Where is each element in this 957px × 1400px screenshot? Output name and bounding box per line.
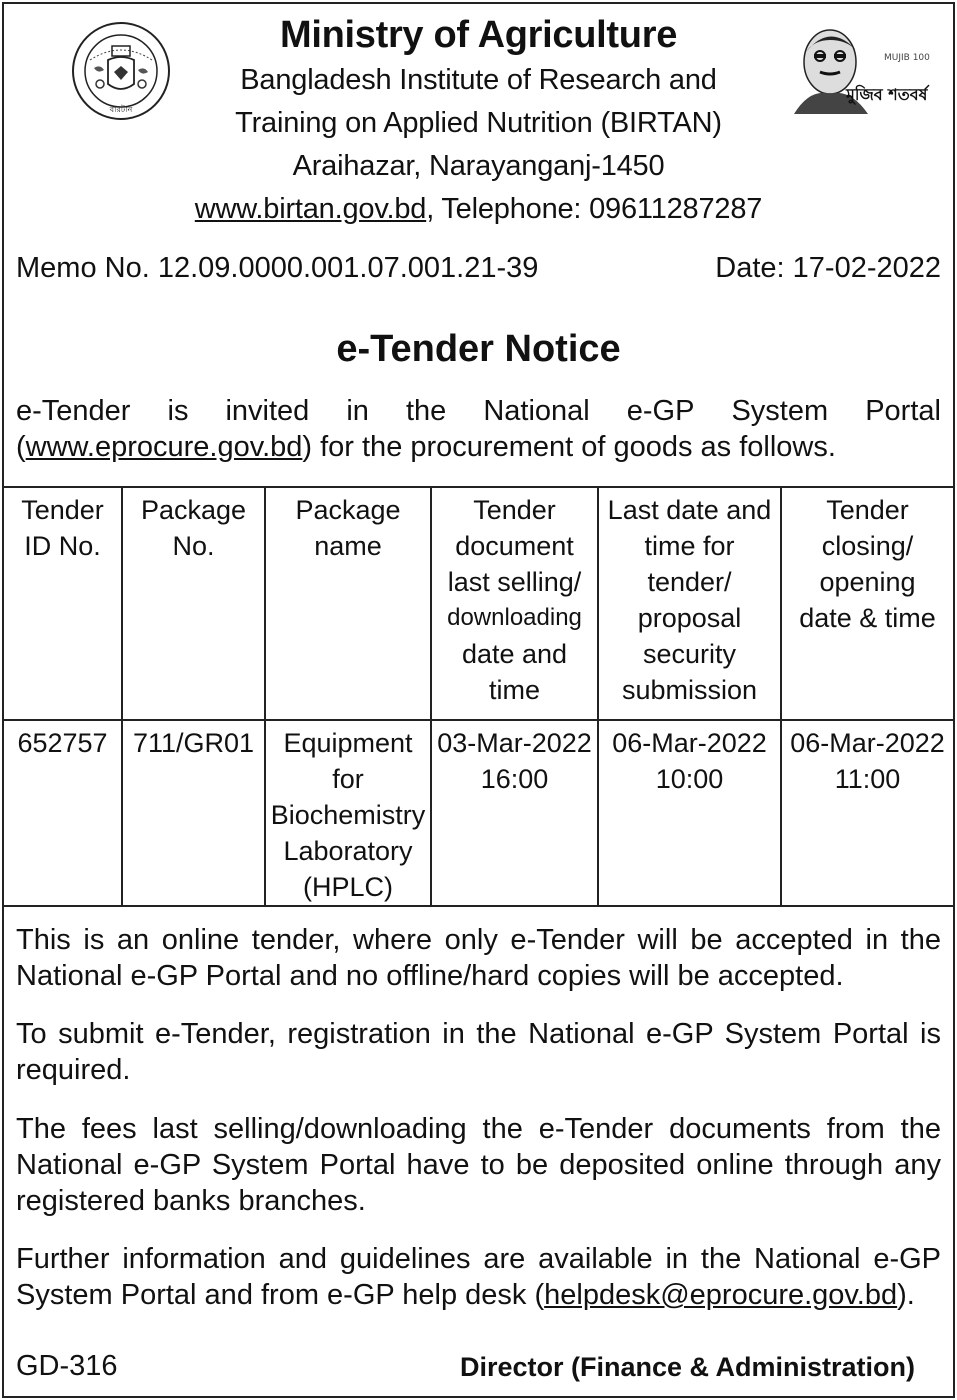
intro-word: Portal bbox=[865, 395, 941, 427]
header-text: ID No. bbox=[24, 531, 101, 561]
header-text: opening bbox=[819, 567, 916, 597]
header-closing-opening bbox=[781, 487, 953, 720]
cell-closing-date bbox=[781, 720, 953, 906]
header-security-submission bbox=[598, 487, 781, 720]
open-paren: ( bbox=[16, 431, 26, 463]
signatory: Director (Finance & Administration) bbox=[459, 1352, 915, 1382]
intro-word: e-Tender bbox=[16, 395, 131, 427]
header-text: Last date and bbox=[607, 495, 772, 525]
table-row bbox=[4, 720, 953, 906]
website-link[interactable]: www.birtan.gov.bd bbox=[194, 193, 427, 225]
cell-tender-id: 652757 bbox=[4, 720, 122, 906]
seal-label: বারটান bbox=[109, 105, 133, 114]
letterhead bbox=[0, 0, 957, 240]
further-info-end: ). bbox=[897, 1279, 915, 1311]
intro-second-line bbox=[16, 429, 941, 465]
package-name-text: for bbox=[332, 764, 364, 794]
header-package-name bbox=[265, 487, 431, 720]
header-text: Tender bbox=[21, 495, 104, 525]
date-text: 03-Mar-2022 bbox=[437, 728, 592, 758]
header-text: time for bbox=[644, 531, 735, 561]
eprocure-link[interactable]: www.eprocure.gov.bd bbox=[25, 431, 303, 463]
header-text: name bbox=[314, 531, 382, 561]
paragraph-registration: To submit e-Tender, registration in the National e-GP System Portal is required. bbox=[16, 1018, 941, 1086]
cell-selling-date bbox=[431, 720, 598, 906]
memo-row bbox=[16, 252, 941, 292]
institute-line-1: Bangladesh Institute of Research and bbox=[240, 64, 717, 96]
header-selling-date bbox=[431, 487, 598, 720]
package-name-text: (HPLC) bbox=[302, 872, 393, 902]
paragraph-fees: The fees last selling/downloading the e-Tender documents from the National e-GP System Portal have to be deposited online through any registered banks branches. bbox=[16, 1113, 941, 1217]
further-info-text: Further information and guidelines are available in the National e-GP System Portal and from e-GP help desk ( bbox=[16, 1243, 941, 1311]
cell-security-date bbox=[598, 720, 781, 906]
header-text: date & time bbox=[799, 603, 936, 633]
mujib-bangla-text: মুজিব শতবর্ষ bbox=[846, 85, 928, 104]
header-text: Package bbox=[295, 495, 401, 525]
institute-address: Araihazar, Narayanganj-1450 bbox=[292, 150, 665, 182]
header-package-no bbox=[122, 487, 265, 720]
paragraph-online-tender: This is an online tender, where only e-Tender will be accepted in the National e-GP Portal and no offline/hard copies will be accepted. bbox=[16, 924, 941, 992]
header-text: downloading bbox=[447, 604, 582, 631]
mujib-100-mark: MUJIB 100 bbox=[884, 53, 930, 63]
header-text: Tender bbox=[473, 495, 556, 525]
cell-package-name bbox=[265, 720, 431, 906]
header-tender-id bbox=[4, 487, 122, 720]
intro-word: invited bbox=[225, 395, 310, 427]
memo-number: Memo No. 12.09.0000.001.07.001.21-39 bbox=[16, 252, 539, 284]
header-text: proposal bbox=[637, 603, 742, 633]
intro-word: e-GP bbox=[626, 395, 695, 427]
header-text: Package bbox=[140, 495, 247, 525]
time-text: 10:00 bbox=[655, 764, 724, 794]
header-text: security bbox=[642, 639, 737, 669]
contact-line bbox=[0, 193, 957, 226]
tender-table bbox=[4, 486, 953, 907]
header-text: date and bbox=[461, 639, 568, 669]
gd-code: GD-316 bbox=[16, 1350, 118, 1382]
header-text: No. bbox=[172, 531, 215, 561]
mujib-100-logo bbox=[780, 22, 930, 118]
date-text: 06-Mar-2022 bbox=[790, 728, 945, 758]
date-text: 06-Mar-2022 bbox=[612, 728, 767, 758]
intro-rest: ) for the procurement of goods as follows. bbox=[302, 431, 836, 463]
header-text: document bbox=[455, 531, 574, 561]
header-text: submission bbox=[621, 675, 758, 705]
paragraph-further-info bbox=[16, 1241, 941, 1313]
intro-word: the bbox=[405, 395, 447, 427]
intro-word: is bbox=[167, 395, 189, 427]
header-text: last selling/ bbox=[447, 567, 582, 597]
intro-first-line bbox=[16, 393, 941, 429]
notice-title: e-Tender Notice bbox=[336, 328, 621, 370]
intro-paragraph bbox=[16, 393, 941, 465]
table-header-row bbox=[4, 487, 953, 720]
ministry-title: Ministry of Agriculture bbox=[279, 14, 678, 56]
institute-line-2: Training on Applied Nutrition (BIRTAN) bbox=[235, 107, 722, 139]
package-name-text: Laboratory bbox=[283, 836, 413, 866]
intro-word: System bbox=[731, 395, 829, 427]
header-text: Tender bbox=[826, 495, 909, 525]
intro-word: in bbox=[346, 395, 369, 427]
time-text: 11:00 bbox=[834, 764, 901, 794]
header-text: closing/ bbox=[821, 531, 914, 561]
package-name-text: Biochemistry bbox=[270, 800, 426, 830]
memo-date: Date: 17-02-2022 bbox=[715, 252, 941, 284]
intro-word: National bbox=[483, 395, 590, 427]
header-text: tender/ bbox=[647, 567, 732, 597]
helpdesk-email-link[interactable]: helpdesk@eprocure.gov.bd bbox=[544, 1279, 898, 1311]
time-text: 16:00 bbox=[480, 764, 549, 794]
package-name-text: Equipment bbox=[283, 728, 413, 758]
telephone-text: , Telephone: 09611287287 bbox=[426, 193, 763, 225]
header-text: time bbox=[488, 675, 540, 705]
cell-package-no: 711/GR01 bbox=[122, 720, 265, 906]
